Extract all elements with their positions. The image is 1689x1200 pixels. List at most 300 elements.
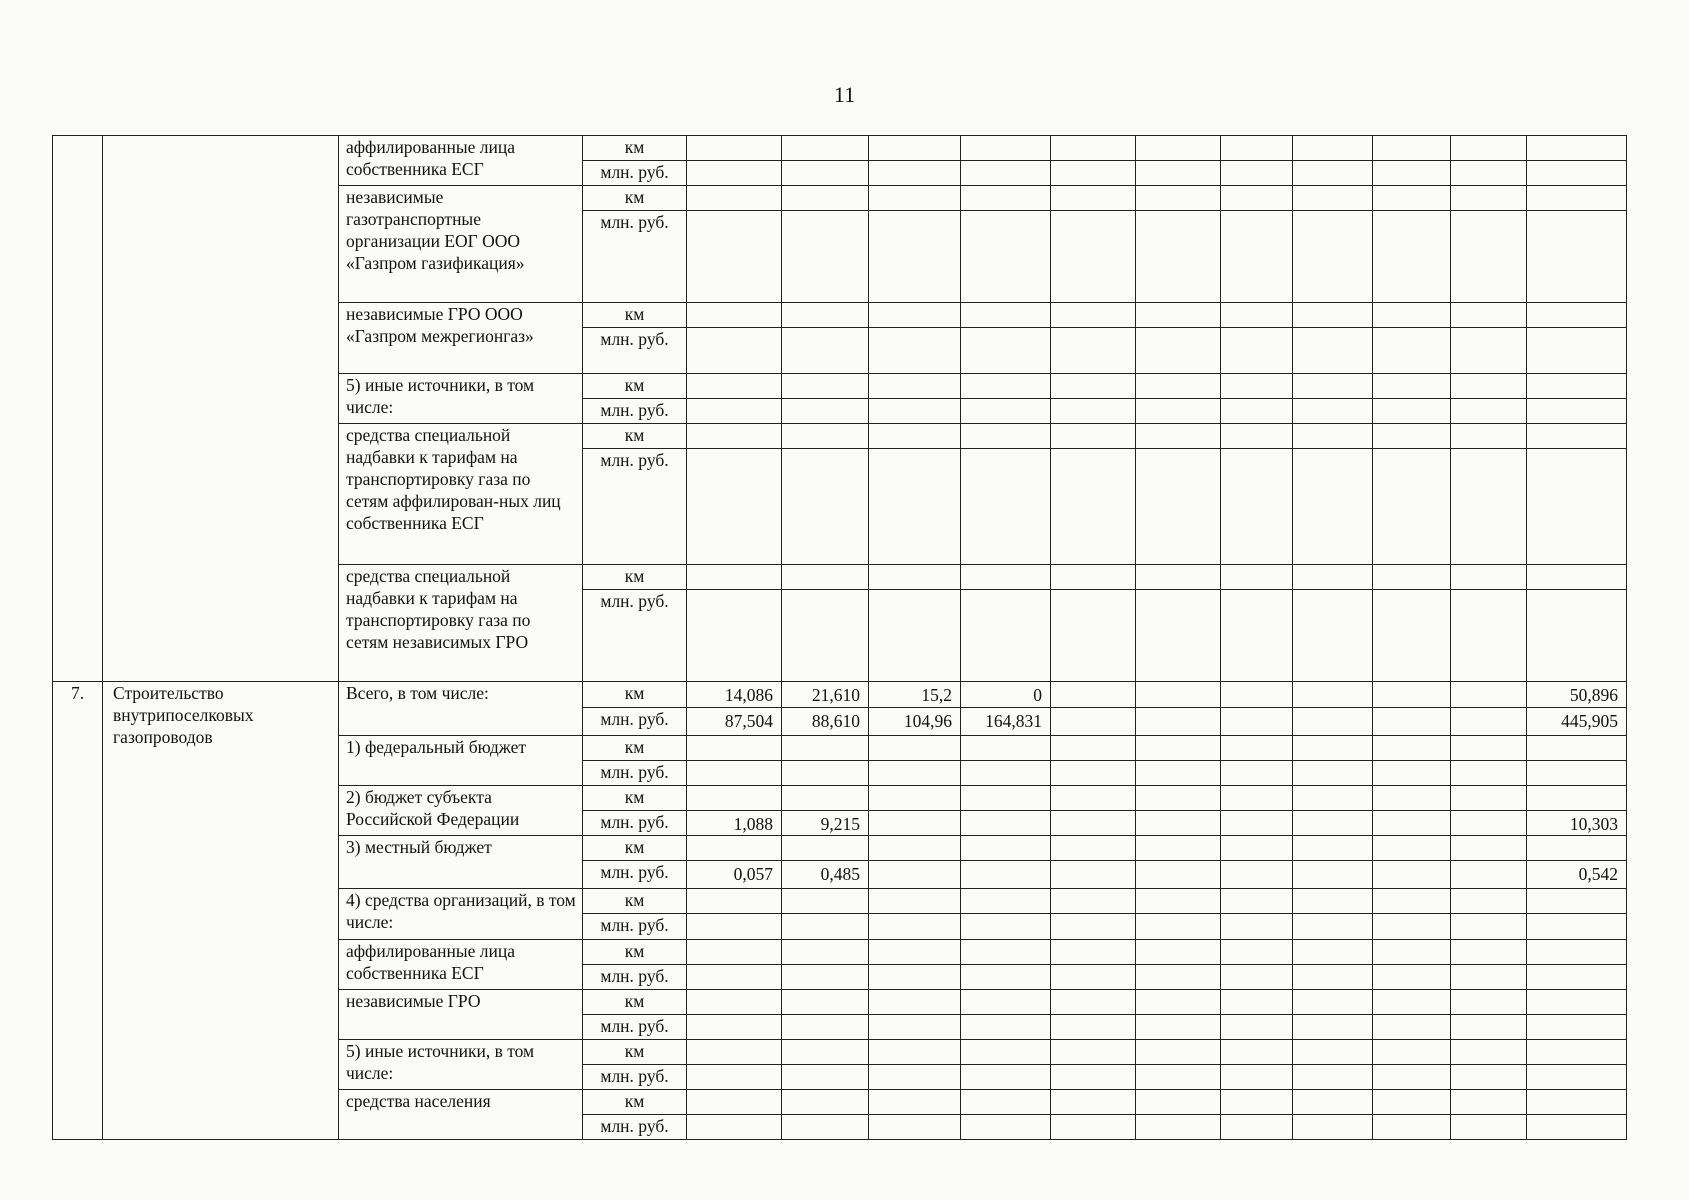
number-cell-empty <box>53 136 103 682</box>
value-cell <box>1451 811 1527 836</box>
value-cell <box>1221 374 1293 399</box>
value-cell <box>1527 211 1627 303</box>
value-cell <box>1051 590 1136 682</box>
value-cell <box>1373 161 1451 186</box>
value-cell <box>687 889 782 914</box>
unit-cell: км <box>583 736 687 761</box>
value-cell <box>1221 399 1293 424</box>
value-cell <box>1451 590 1527 682</box>
value-cell <box>687 736 782 761</box>
value-cell <box>1373 914 1451 940</box>
value-cell <box>1527 736 1627 761</box>
value-cell <box>1051 449 1136 565</box>
funding-source-label: 5) иные источники, в том числе: <box>339 374 583 424</box>
value-cell <box>1293 211 1373 303</box>
unit-cell: млн. руб. <box>583 328 687 374</box>
value-cell <box>1527 161 1627 186</box>
value-cell <box>869 161 961 186</box>
value-cell <box>1221 590 1293 682</box>
value-cell <box>1373 374 1451 399</box>
value-cell <box>961 736 1051 761</box>
unit-cell: млн. руб. <box>583 708 687 736</box>
value-cell <box>1373 1090 1451 1115</box>
value-cell <box>1293 424 1373 449</box>
value-cell <box>1451 186 1527 211</box>
value-cell <box>782 1090 869 1115</box>
value-cell <box>1451 211 1527 303</box>
value-cell <box>1136 736 1221 761</box>
value-cell <box>1136 990 1221 1015</box>
value-cell <box>1051 186 1136 211</box>
value-cell <box>1136 1115 1221 1140</box>
value-cell <box>1051 303 1136 328</box>
value-cell <box>1221 811 1293 836</box>
value-cell <box>869 1090 961 1115</box>
value-cell <box>687 940 782 965</box>
unit-cell: млн. руб. <box>583 1065 687 1090</box>
value-cell <box>1136 590 1221 682</box>
value-cell <box>961 186 1051 211</box>
value-cell <box>869 836 961 861</box>
funding-source-label: 2) бюджет субъекта Российской Федерации <box>339 786 583 836</box>
unit-cell: млн. руб. <box>583 1115 687 1140</box>
value-cell <box>1051 990 1136 1015</box>
unit-cell: млн. руб. <box>583 861 687 889</box>
value-cell <box>961 811 1051 836</box>
value-cell <box>1136 786 1221 811</box>
value-cell <box>1293 161 1373 186</box>
value-cell <box>1221 761 1293 786</box>
value-cell <box>782 1040 869 1065</box>
value-cell <box>961 965 1051 990</box>
value-cell <box>1451 374 1527 399</box>
value-cell <box>782 449 869 565</box>
value-cell <box>1221 1065 1293 1090</box>
value-cell <box>687 590 782 682</box>
value-cell <box>869 914 961 940</box>
value-cell <box>1373 708 1451 736</box>
value-cell <box>1451 424 1527 449</box>
value-cell <box>1136 861 1221 889</box>
value-cell <box>782 303 869 328</box>
value-cell <box>1373 449 1451 565</box>
value-cell <box>1451 682 1527 708</box>
value-cell <box>869 736 961 761</box>
value-cell <box>1451 940 1527 965</box>
value-cell <box>1293 682 1373 708</box>
funding-source-label: аффилированные лица собственника ЕСГ <box>339 136 583 186</box>
value-cell <box>782 211 869 303</box>
value-cell <box>1527 565 1627 590</box>
value-cell <box>1136 1040 1221 1065</box>
value-cell <box>1293 786 1373 811</box>
value-cell: 15,2 <box>869 682 961 708</box>
value-cell <box>1293 889 1373 914</box>
item-name: Строительство внутрипоселковых газопроводов <box>103 682 339 1140</box>
value-cell: 0,057 <box>687 861 782 889</box>
value-cell <box>1527 914 1627 940</box>
value-cell <box>1136 449 1221 565</box>
unit-cell: км <box>583 565 687 590</box>
value-cell <box>1293 374 1373 399</box>
value-cell <box>869 1015 961 1040</box>
value-cell <box>1051 761 1136 786</box>
value-cell <box>1451 861 1527 889</box>
value-cell <box>687 211 782 303</box>
value-cell <box>1051 708 1136 736</box>
value-cell <box>1136 565 1221 590</box>
value-cell <box>1527 136 1627 161</box>
value-cell <box>1373 1115 1451 1140</box>
value-cell <box>1527 399 1627 424</box>
value-cell: 21,610 <box>782 682 869 708</box>
value-cell <box>869 861 961 889</box>
value-cell <box>1373 1015 1451 1040</box>
value-cell <box>1293 303 1373 328</box>
funding-source-label: аффилированные лица собственника ЕСГ <box>339 940 583 990</box>
value-cell <box>1293 914 1373 940</box>
value-cell <box>1527 328 1627 374</box>
value-cell <box>687 374 782 399</box>
value-cell <box>687 303 782 328</box>
value-cell <box>869 990 961 1015</box>
value-cell <box>1373 682 1451 708</box>
value-cell: 0,485 <box>782 861 869 889</box>
value-cell: 50,896 <box>1527 682 1627 708</box>
value-cell <box>869 761 961 786</box>
value-cell <box>1221 836 1293 861</box>
value-cell <box>687 761 782 786</box>
value-cell <box>687 186 782 211</box>
value-cell: 445,905 <box>1527 708 1627 736</box>
value-cell <box>869 449 961 565</box>
value-cell <box>687 424 782 449</box>
value-cell <box>869 889 961 914</box>
value-cell <box>782 1015 869 1040</box>
value-cell <box>687 1040 782 1065</box>
value-cell <box>1136 708 1221 736</box>
value-cell <box>782 399 869 424</box>
unit-cell: км <box>583 136 687 161</box>
value-cell <box>1293 736 1373 761</box>
value-cell <box>869 374 961 399</box>
value-cell <box>1221 1115 1293 1140</box>
value-cell <box>1527 1065 1627 1090</box>
value-cell <box>1221 328 1293 374</box>
value-cell <box>1136 811 1221 836</box>
value-cell <box>1221 736 1293 761</box>
value-cell <box>1373 761 1451 786</box>
value-cell <box>1451 786 1527 811</box>
funding-source-label: независимые ГРО ООО «Газпром межрегионгаз» <box>339 303 583 374</box>
value-cell <box>1293 1015 1373 1040</box>
value-cell: 104,96 <box>869 708 961 736</box>
value-cell <box>1051 1015 1136 1040</box>
value-cell <box>1293 940 1373 965</box>
value-cell <box>1373 940 1451 965</box>
value-cell <box>687 965 782 990</box>
value-cell <box>1051 940 1136 965</box>
value-cell <box>1527 786 1627 811</box>
value-cell: 164,831 <box>961 708 1051 736</box>
value-cell <box>687 914 782 940</box>
value-cell <box>782 940 869 965</box>
value-cell <box>961 786 1051 811</box>
value-cell <box>687 1065 782 1090</box>
value-cell <box>1051 399 1136 424</box>
value-cell <box>1221 1015 1293 1040</box>
value-cell <box>782 990 869 1015</box>
value-cell <box>1527 590 1627 682</box>
value-cell <box>961 211 1051 303</box>
value-cell <box>782 761 869 786</box>
value-cell <box>782 786 869 811</box>
value-cell <box>1451 736 1527 761</box>
value-cell <box>1293 1065 1373 1090</box>
value-cell <box>1451 161 1527 186</box>
value-cell <box>961 940 1051 965</box>
value-cell <box>1527 186 1627 211</box>
value-cell <box>961 861 1051 889</box>
value-cell <box>1051 811 1136 836</box>
value-cell <box>1527 1115 1627 1140</box>
value-cell <box>687 990 782 1015</box>
value-cell <box>1136 940 1221 965</box>
value-cell <box>1221 449 1293 565</box>
value-cell <box>961 1040 1051 1065</box>
value-cell <box>782 836 869 861</box>
value-cell <box>869 1065 961 1090</box>
value-cell <box>1136 1015 1221 1040</box>
value-cell <box>1051 965 1136 990</box>
value-cell <box>1451 1090 1527 1115</box>
value-cell <box>782 1115 869 1140</box>
value-cell <box>1451 889 1527 914</box>
value-cell <box>1051 1065 1136 1090</box>
value-cell <box>1051 424 1136 449</box>
value-cell <box>961 1115 1051 1140</box>
funding-source-label: средства специальной надбавки к тарифам на транспортировку газа по сетям независимых ГРО <box>339 565 583 682</box>
unit-cell: км <box>583 1040 687 1065</box>
value-cell <box>961 399 1051 424</box>
funding-source-label: независимые ГРО <box>339 990 583 1040</box>
value-cell <box>1221 914 1293 940</box>
value-cell: 1,088 <box>687 811 782 836</box>
value-cell <box>1051 161 1136 186</box>
value-cell <box>1293 861 1373 889</box>
value-cell <box>1051 1090 1136 1115</box>
value-cell <box>1527 374 1627 399</box>
value-cell <box>1373 211 1451 303</box>
unit-cell: км <box>583 786 687 811</box>
unit-cell: км <box>583 682 687 708</box>
value-cell: 10,303 <box>1527 811 1627 836</box>
value-cell <box>1373 303 1451 328</box>
value-cell <box>1451 1115 1527 1140</box>
unit-cell: млн. руб. <box>583 761 687 786</box>
value-cell <box>1136 328 1221 374</box>
value-cell <box>1293 399 1373 424</box>
value-cell <box>1451 965 1527 990</box>
value-cell <box>782 328 869 374</box>
value-cell <box>687 399 782 424</box>
value-cell <box>1373 889 1451 914</box>
value-cell <box>869 211 961 303</box>
value-cell <box>869 328 961 374</box>
value-cell <box>1293 708 1373 736</box>
value-cell <box>1373 736 1451 761</box>
value-cell <box>961 161 1051 186</box>
value-cell <box>1051 736 1136 761</box>
funding-source-label: средства населения <box>339 1090 583 1140</box>
value-cell <box>1373 186 1451 211</box>
table-row <box>53 136 1627 161</box>
table-row <box>53 682 1627 708</box>
value-cell <box>1451 328 1527 374</box>
value-cell <box>1373 328 1451 374</box>
value-cell <box>1373 861 1451 889</box>
value-cell <box>1373 399 1451 424</box>
value-cell <box>869 186 961 211</box>
value-cell <box>1527 889 1627 914</box>
value-cell <box>1221 424 1293 449</box>
value-cell <box>687 1015 782 1040</box>
value-cell <box>869 786 961 811</box>
value-cell: 14,086 <box>687 682 782 708</box>
value-cell <box>1221 136 1293 161</box>
value-cell <box>687 1115 782 1140</box>
value-cell: 0,542 <box>1527 861 1627 889</box>
value-cell <box>782 374 869 399</box>
value-cell <box>1136 161 1221 186</box>
value-cell <box>1293 761 1373 786</box>
value-cell <box>1136 965 1221 990</box>
value-cell <box>1451 836 1527 861</box>
value-cell <box>961 449 1051 565</box>
value-cell <box>1136 211 1221 303</box>
value-cell <box>961 136 1051 161</box>
value-cell <box>869 1115 961 1140</box>
value-cell <box>1051 786 1136 811</box>
funding-source-label: независимые газотранспортные организации ЕОГ ООО «Газпром газификация» <box>339 186 583 303</box>
value-cell <box>1293 1040 1373 1065</box>
value-cell <box>1136 424 1221 449</box>
value-cell <box>1221 708 1293 736</box>
funding-source-label: Всего, в том числе: <box>339 682 583 736</box>
value-cell <box>1451 1040 1527 1065</box>
value-cell <box>687 786 782 811</box>
value-cell <box>869 424 961 449</box>
value-cell <box>869 565 961 590</box>
value-cell <box>961 303 1051 328</box>
value-cell <box>1451 399 1527 424</box>
value-cell <box>1051 836 1136 861</box>
value-cell <box>1051 565 1136 590</box>
unit-cell: км <box>583 424 687 449</box>
value-cell <box>1293 1115 1373 1140</box>
value-cell <box>961 761 1051 786</box>
unit-cell: км <box>583 990 687 1015</box>
value-cell <box>1373 965 1451 990</box>
value-cell <box>1051 1040 1136 1065</box>
value-cell <box>782 186 869 211</box>
value-cell: 87,504 <box>687 708 782 736</box>
value-cell <box>782 161 869 186</box>
value-cell <box>1136 914 1221 940</box>
value-cell <box>869 940 961 965</box>
value-cell <box>869 136 961 161</box>
unit-cell: км <box>583 836 687 861</box>
value-cell <box>961 990 1051 1015</box>
value-cell <box>1451 565 1527 590</box>
value-cell <box>1451 303 1527 328</box>
value-cell <box>961 328 1051 374</box>
value-cell <box>782 590 869 682</box>
value-cell <box>1293 1090 1373 1115</box>
funding-source-label: 4) средства организаций, в том числе: <box>339 889 583 940</box>
value-cell <box>1293 811 1373 836</box>
value-cell <box>869 965 961 990</box>
value-cell <box>1051 328 1136 374</box>
value-cell: 0 <box>961 682 1051 708</box>
value-cell <box>1451 914 1527 940</box>
value-cell <box>687 161 782 186</box>
value-cell <box>961 1015 1051 1040</box>
value-cell <box>1221 1090 1293 1115</box>
value-cell <box>1136 136 1221 161</box>
unit-cell: км <box>583 940 687 965</box>
unit-cell: км <box>583 303 687 328</box>
value-cell <box>1051 136 1136 161</box>
value-cell <box>1527 965 1627 990</box>
value-cell <box>1051 682 1136 708</box>
value-cell <box>1221 861 1293 889</box>
value-cell <box>1293 565 1373 590</box>
value-cell <box>961 374 1051 399</box>
value-cell <box>1136 374 1221 399</box>
value-cell <box>687 328 782 374</box>
value-cell <box>1451 761 1527 786</box>
value-cell <box>961 889 1051 914</box>
value-cell <box>961 590 1051 682</box>
value-cell <box>1373 786 1451 811</box>
unit-cell: млн. руб. <box>583 811 687 836</box>
value-cell <box>1221 889 1293 914</box>
value-cell <box>1527 1040 1627 1065</box>
value-cell <box>1136 186 1221 211</box>
unit-cell: млн. руб. <box>583 449 687 565</box>
value-cell <box>1051 1115 1136 1140</box>
unit-cell: млн. руб. <box>583 399 687 424</box>
value-cell <box>1051 374 1136 399</box>
value-cell <box>1136 303 1221 328</box>
value-cell <box>961 565 1051 590</box>
value-cell <box>1293 590 1373 682</box>
value-cell <box>869 590 961 682</box>
value-cell <box>1221 186 1293 211</box>
value-cell <box>1451 708 1527 736</box>
value-cell <box>1136 836 1221 861</box>
value-cell: 88,610 <box>782 708 869 736</box>
unit-cell: млн. руб. <box>583 161 687 186</box>
value-cell <box>1527 424 1627 449</box>
value-cell <box>1451 1015 1527 1040</box>
value-cell <box>1373 811 1451 836</box>
value-cell <box>869 303 961 328</box>
unit-cell: км <box>583 1090 687 1115</box>
unit-cell: млн. руб. <box>583 914 687 940</box>
unit-cell: млн. руб. <box>583 590 687 682</box>
